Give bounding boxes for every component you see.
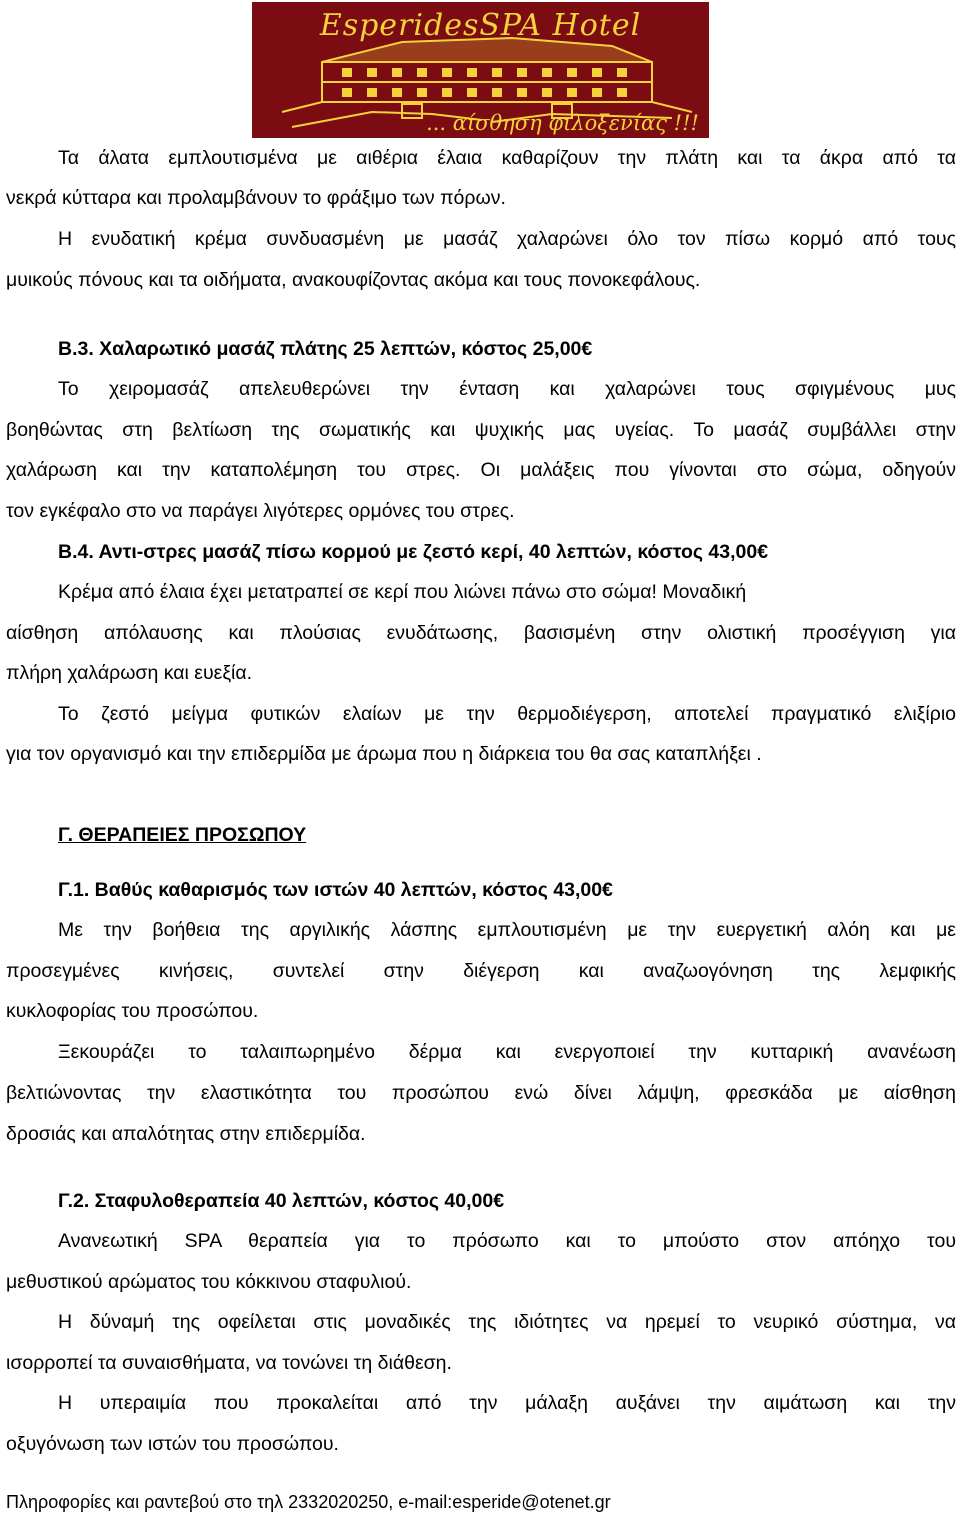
treatment-heading-g2: Γ.2. Σταφυλοθεραπεία 40 λεπτών, κόστος 40,00€ (58, 1190, 505, 1212)
paragraph-line: δροσιάς και απαλότητας στην επιδερμίδα. (6, 1123, 366, 1145)
paragraph-line: Η υπεραιμία που προκαλείται από την μάλαξη αυξάνει την αιμάτωση και την (58, 1392, 956, 1414)
paragraph-line: τον εγκέφαλο στο να παράγει λιγότερες ορμόνες του στρες. (6, 500, 515, 522)
paragraph-line: Η δύναμή της οφείλεται στις μοναδικές της ιδιότητες να ηρεμεί το νευρικό σύστημα, να (58, 1311, 956, 1333)
paragraph-line: οξυγόνωση των ιστών του προσώπου. (6, 1433, 339, 1455)
paragraph-line: Το ζεστό μείγμα φυτικών ελαίων με την θερμοδιέγερση, αποτελεί πραγματικό ελιξίριο (58, 703, 956, 725)
paragraph-line: αίσθηση απόλαυσης και πλούσιας ενυδάτωσης, βασισμένη στην ολιστική προσέγγιση για (6, 622, 956, 644)
paragraph-line: νεκρά κύτταρα και προλαμβάνουν το φράξιμο των πόρων. (6, 187, 506, 209)
paragraph-line: Η ενυδατική κρέμα συνδυασμένη με μασάζ χαλαρώνει όλο τον πίσω κορμό από τους (58, 228, 956, 250)
paragraph-line: κυκλοφορίας του προσώπου. (6, 1000, 259, 1022)
paragraph-line: Το χειρομασάζ απελευθερώνει την ένταση και χαλαρώνει τους σφιγμένους μυς (58, 378, 956, 400)
paragraph-line: βοηθώντας στη βελτίωση της σωματικής και ψυχικής μας υγείας. Το μασάζ συμβάλλει στην (6, 419, 956, 441)
paragraph-line: Με την βοήθεια της αργιλικής λάσπης εμπλουτισμένη με την ευεργετική αλόη και με (58, 919, 956, 941)
paragraph-line: Ανανεωτική SPA θεραπεία για το πρόσωπο και το μπούστο στον απόηχο του (58, 1230, 956, 1252)
paragraph-line: ισορροπεί τα συναισθήματα, να τονώνει τη διάθεση. (6, 1352, 452, 1374)
contact-footer: Πληροφορίες και ραντεβού στο τηλ 2332020250, e-mail:esperide@otenet.gr (6, 1492, 611, 1512)
paragraph-line: βελτιώνοντας την ελαστικότητα του προσώπου ενώ δίνει λάμψη, φρεσκάδα με αίσθηση (6, 1082, 956, 1104)
treatment-heading-g1: Γ.1. Βαθύς καθαρισμός των ιστών 40 λεπτών, κόστος 43,00€ (58, 879, 613, 901)
treatment-heading-b3: Β.3. Χαλαρωτικό μασάζ πλάτης 25 λεπτών, κόστος 25,00€ (58, 338, 593, 360)
paragraph-line: Τα άλατα εμπλουτισμένα με αιθέρια έλαια καθαρίζουν την πλάτη και τα άκρα από τα (58, 147, 956, 169)
paragraph-line: χαλάρωση και την καταπολέμηση του στρες. Οι μαλάξεις που γίνονται στο σώμα, οδηγούν (6, 459, 956, 481)
paragraph-line: μεθυστικού αρώματος του κόκκινου σταφυλιού. (6, 1271, 412, 1293)
paragraph-line: πλήρη χαλάρωση και ευεξία. (6, 662, 253, 684)
logo-slogan: ... αίσθηση φιλοξενίας !!! (426, 111, 699, 135)
paragraph-line: Ξεκουράζει το ταλαιπωρημένο δέρμα και ενεργοποιεί την κυτταρική ανανέωση (58, 1041, 956, 1063)
treatment-heading-b4: Β.4. Αντι-στρες μασάζ πίσω κορμού με ζεστό κερί, 40 λεπτών, κόστος 43,00€ (58, 541, 769, 563)
paragraph-line: για τον οργανισμό και την επιδερμίδα με άρωμα που η διάρκεια του θα σας καταπλήξει . (6, 743, 762, 765)
hotel-logo (252, 2, 709, 138)
logo-brand-text: EsperidesSPA Hotel (319, 8, 642, 43)
paragraph-line: προσεγμένες κινήσεις, συντελεί στην διέγερση και αναζωογόνηση της λεμφικής (6, 960, 956, 982)
section-title-face-treatments: Γ. ΘΕΡΑΠΕΙΕΣ ΠΡΟΣΩΠΟΥ (58, 824, 307, 846)
paragraph-line: Κρέμα από έλαια έχει μετατραπεί σε κερί που λιώνει πάνω στο σώμα! Μοναδική (58, 581, 747, 603)
paragraph-line: μυικούς πόνους και τα οιδήματα, ανακουφίζοντας ακόμα και τους πονοκεφάλους. (6, 269, 701, 291)
